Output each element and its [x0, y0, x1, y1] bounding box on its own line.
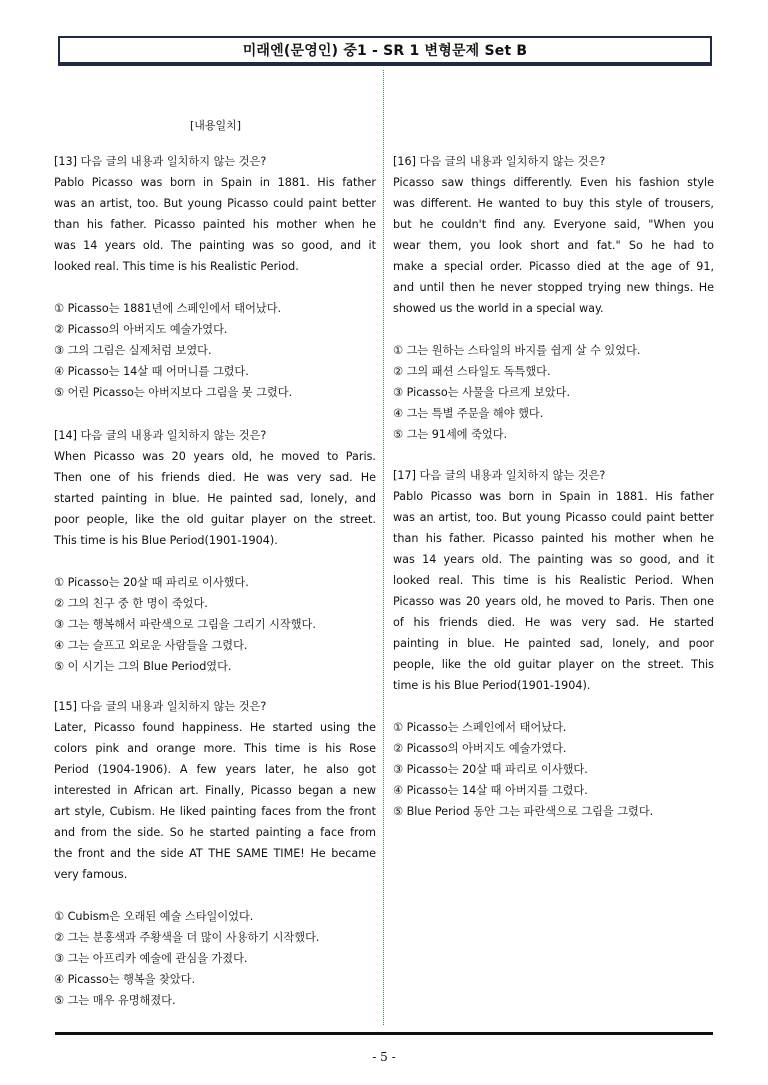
passage-line: interested in African art. Finally, Picasso began a new — [54, 784, 376, 797]
answer-option: ① 그는 원하는 스타일의 바지를 쉽게 살 수 있었다. — [393, 344, 641, 357]
question-title: [15] 다음 글의 내용과 일치하지 않는 것은? — [54, 700, 267, 713]
section-label: [내용일치] — [190, 119, 242, 132]
passage-line: wear them, you look short and fat." So he had to — [393, 239, 714, 252]
page-number: - 5 - — [372, 1050, 396, 1064]
column-divider — [383, 70, 384, 1025]
answer-option: ④ 그는 특별 주문을 해야 했다. — [393, 407, 544, 420]
passage-line: than his father. Picasso painted his mother when he — [393, 532, 714, 545]
question-title: [13] 다음 글의 내용과 일치하지 않는 것은? — [54, 155, 267, 168]
question-title: [14] 다음 글의 내용과 일치하지 않는 것은? — [54, 429, 267, 442]
passage-line: but he couldn't find any. Everyone said, "When you — [393, 218, 714, 231]
answer-option: ② 그는 분홍색과 주황색을 더 많이 사용하기 시작했다. — [54, 931, 320, 944]
passage-line: Pablo Picasso was born in Spain in 1881. His father — [393, 490, 714, 503]
answer-option: ② Picasso의 아버지도 예술가였다. — [54, 323, 228, 336]
answer-option: ① Picasso는 20살 때 파리로 이사했다. — [54, 576, 249, 589]
answer-option: ① Picasso는 스페인에서 태어났다. — [393, 721, 567, 734]
passage-line: painting in blue. He painted sad, lonely, and poor — [393, 637, 714, 650]
passage-line: Pablo Picasso was born in Spain in 1881. His father — [54, 176, 376, 189]
passage-line: than his father. Picasso painted his mother when he — [54, 218, 376, 231]
passage-line: and from the side. So he started painting a face from — [54, 826, 376, 839]
answer-option: ⑤ 그는 91세에 죽었다. — [393, 428, 508, 441]
passage-line: looked real. This time is his Realistic Period. When — [393, 574, 714, 587]
passage-line: looked real. This time is his Realistic Period. — [54, 260, 299, 273]
passage-line: started painting in blue. He painted sad, lonely, and — [54, 492, 376, 505]
answer-option: ⑤ 어린 Picasso는 아버지보다 그림을 못 그렸다. — [54, 386, 293, 399]
passage-line: art style, Cubism. He liked painting faces from the front — [54, 805, 376, 818]
passage-line: Later, Picasso found happiness. He started using the — [54, 721, 376, 734]
answer-option: ⑤ 그는 매우 유명해졌다. — [54, 994, 176, 1007]
page-title: 미래엔(문영인) 중1 - SR 1 변형문제 Set B — [242, 43, 528, 59]
passage-line: was an artist, too. But young Picasso could paint better — [393, 511, 714, 524]
passage-line: colors pink and orange more. This time is his Rose — [54, 742, 376, 755]
answer-option: ③ Picasso는 20살 때 파리로 이사했다. — [393, 763, 588, 776]
passage-line: time is his Blue Period(1901-1904). — [393, 679, 591, 692]
passage-line: showed us the world in a special way. — [393, 302, 604, 315]
passage-line: Then one of his friends died. He was very sad. He — [54, 471, 376, 484]
passage-line: When Picasso was 20 years old, he moved to Paris. — [54, 450, 376, 463]
passage-line: was different. He wanted to buy this style of trousers, — [393, 197, 714, 210]
answer-option: ③ 그의 그림은 실제처럼 보였다. — [54, 344, 212, 357]
answer-option: ② 그의 친구 중 한 명이 죽었다. — [54, 597, 208, 610]
answer-option: ③ Picasso는 사물을 다르게 보았다. — [393, 386, 570, 399]
question-title: [17] 다음 글의 내용과 일치하지 않는 것은? — [393, 469, 606, 482]
passage-line: the front and the side AT THE SAME TIME! He became — [54, 847, 376, 860]
passage-line: and until then he never stopped trying new things. He — [393, 281, 714, 294]
passage-line: Period (1904-1906). A few years later, he also got — [54, 763, 376, 776]
passage-line: was 14 years old. The painting was so good, and it — [393, 553, 714, 566]
footer-rule — [55, 1032, 713, 1035]
answer-option: ④ Picasso는 행복을 찾았다. — [54, 973, 196, 986]
passage-line: Picasso was 20 years old, he moved to Paris. Then one — [393, 595, 714, 608]
passage-line: very famous. — [54, 868, 128, 881]
answer-option: ① Picasso는 1881년에 스페인에서 태어났다. — [54, 302, 282, 315]
passage-line: This time is his Blue Period(1901-1904). — [54, 534, 278, 547]
answer-option: ③ 그는 행복해서 파란색으로 그림을 그리기 시작했다. — [54, 618, 316, 631]
passage-line: of his friends died. He was very sad. He started — [393, 616, 714, 629]
question-title: [16] 다음 글의 내용과 일치하지 않는 것은? — [393, 155, 606, 168]
passage-line: was an artist, too. But young Picasso could paint better — [54, 197, 376, 210]
answer-option: ⑤ Blue Period 동안 그는 파란색으로 그림을 그렸다. — [393, 805, 654, 818]
answer-option: ⑤ 이 시기는 그의 Blue Period였다. — [54, 660, 232, 673]
header-box — [58, 36, 712, 66]
passage-line: Picasso saw things differently. Even his fashion style — [393, 176, 714, 189]
answer-option: ④ Picasso는 14살 때 어머니를 그렸다. — [54, 365, 249, 378]
passage-line: make a special order. Picasso died at the age of 91, — [393, 260, 714, 273]
passage-line: people, like the old guitar player on the street. This — [393, 658, 714, 671]
answer-option: ② 그의 패션 스타일도 독특했다. — [393, 365, 551, 378]
passage-line: was 14 years old. The painting was so good, and it — [54, 239, 376, 252]
answer-option: ③ 그는 아프리카 예술에 관심을 가졌다. — [54, 952, 248, 965]
answer-option: ④ Picasso는 14살 때 아버지를 그렸다. — [393, 784, 588, 797]
answer-option: ② Picasso의 아버지도 예술가였다. — [393, 742, 567, 755]
passage-line: poor people, like the old guitar player on the street. — [54, 513, 376, 526]
answer-option: ① Cubism은 오래된 예술 스타일이었다. — [54, 910, 254, 923]
answer-option: ④ 그는 슬프고 외로운 사람들을 그렸다. — [54, 639, 248, 652]
